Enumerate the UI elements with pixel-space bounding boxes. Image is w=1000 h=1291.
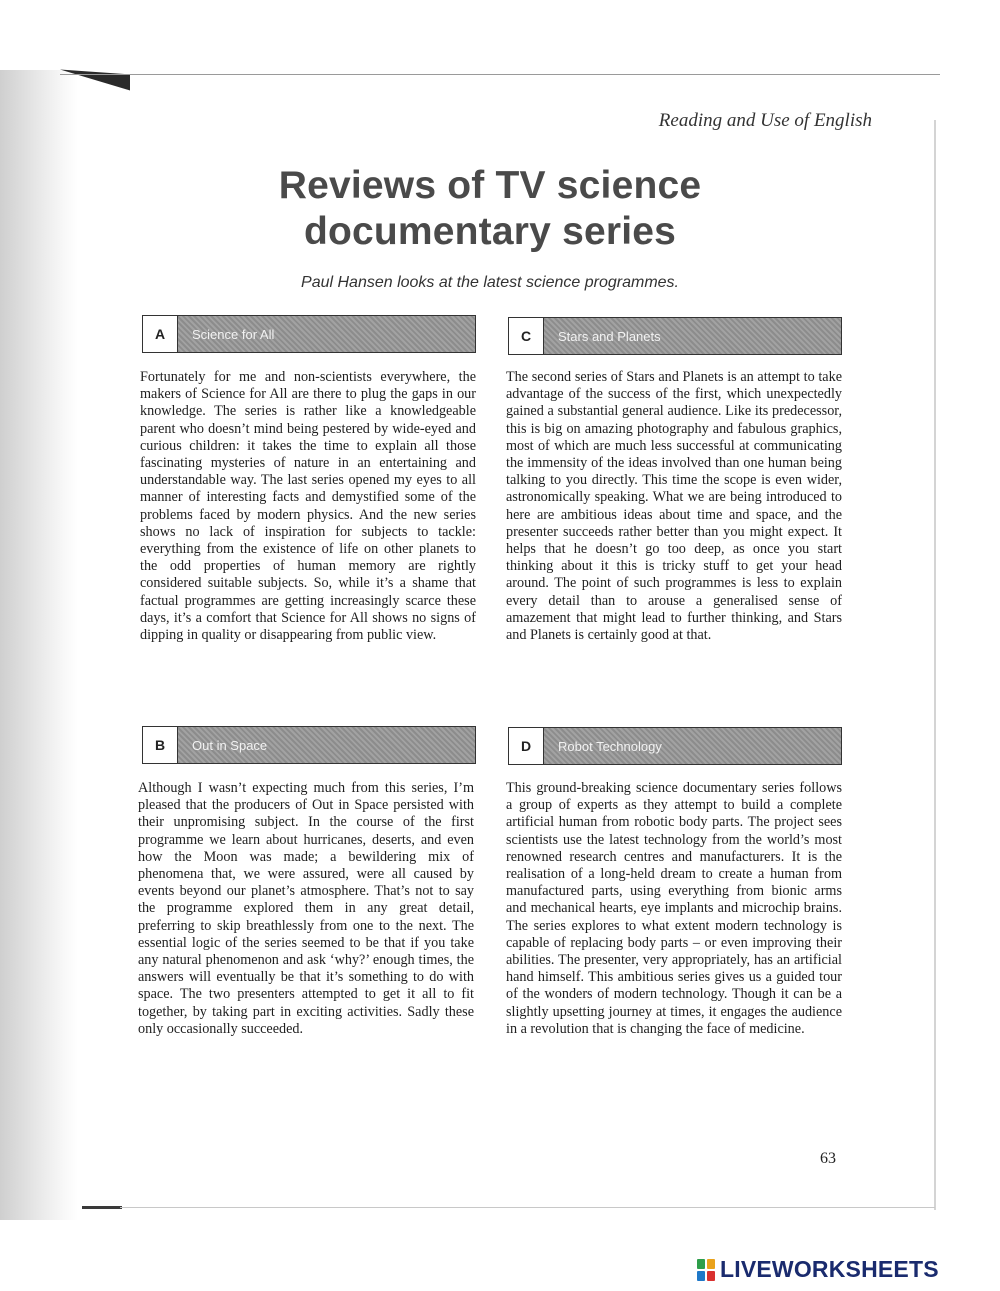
review-a-text: Fortunately for me and non-scientists everywhere, the makers of Science for All are there to plug the gaps in our knowledge. The series is rather like a knowledgeable parent who doesn’t mind being pestered by wide-eyed and curious children: it takes the time to explain all those fascinating mysteries of nature in an entertaining and understandable way. The last series opened my eyes to all manner of interesting facts and demystified some of the problems faced by modern physics. And the new series shows no lack of inspiration for subjects to tackle: everything from the existence of life on other planets to the odd properties of human memory are rightly considered suitable subjects. So, while it’s a shame that factual programmes are getting increasingly scarce these days, it’s a comfort that Science for All shows no signs of dipping in quality or disappearing from public view. (140, 369, 476, 644)
review-d-letter: D (509, 728, 544, 764)
review-a-title: Science for All (178, 316, 475, 352)
title-line-2: documentary series (303, 210, 677, 253)
review-d-header (508, 727, 842, 765)
review-b-header (142, 726, 476, 764)
review-b-title: Out in Space (178, 727, 475, 763)
page-title (140, 163, 840, 255)
review-d-text: This ground-breaking science documentary series follows a group of experts as they attempt to build a complete artificial human from robotic body parts. The project sees scientists use the latest technology from the world’s most renowned research centres and manufacturers. It is the realisation of a long-held dream to create a human from manufactured parts, using everything from bionic arms and mechanical hearts, eye implants and microchip brains. The series explores to what extent modern technology is capable of replacing body parts – or even improving their abilities. The presenter, very appropriately, has an artificial hand himself. This ambitious series gives us a guided tour of the wonders of modern technology. Though it can be a slightly upsetting journey at times, it engages the audience in a revolution that is changing the face of medicine. (506, 780, 842, 1037)
review-a-letter: A (143, 316, 178, 352)
review-b-letter: B (143, 727, 178, 763)
review-a-header (142, 315, 476, 353)
liveworksheets-logo-icon (697, 1259, 715, 1281)
review-d-title: Robot Technology (544, 728, 841, 764)
scan-page-shadow (0, 70, 78, 1220)
review-b-text: Although I wasn’t expecting much from this series, I’m pleased that the producers of Out in Space persisted with their unpromising subject. In the course of the first programme we learn about hurricanes, deserts, and even how the Moon was made; a bewildering mix of phenomena that, we were assured, were all caused by events beyond our planet’s atmosphere. That’s not to say the programme explored them in any great detail, preferring to skip breathlessly from one to the next. The essential logic of the series seemed to be that if you take any natural phenomenon and ask ‘why?’ enough times, the answers will eventually be that it’s something to do with space. The two presenters attempted to get it all to fit together, by taking part in exciting activities. Sadly these only occasionally succeeded. (138, 780, 474, 1037)
top-edge-line (60, 74, 940, 75)
review-c-header (508, 317, 842, 355)
watermark-text: LIVEWORKSHEETS (720, 1256, 939, 1282)
scan-bottom-corner (82, 1206, 122, 1209)
review-c-text: The second series of Stars and Planets is an attempt to take advantage of the success of the first, which unexpectedly gained a substantial general audience. Like its predecessor, this is big on amazing photography and fabulous graphics, most of which are much less successful at communicating the immensity of the ideas involved than one human being talking to you directly. This time the scope is even wider, astronomically speaking. What we are being introduced to here are ambitious ideas about time and space, and the presenter succeeds rather better than you might expect. It helps that he doesn’t go too deep, as once you start thinking about it this is tricky stuff to get your head around. The point of such programmes is less to explain every detail than to arouse a generalised sense of amazement that might lead to further thinking, and Stars and Planets is certainly good at that. (506, 369, 842, 644)
logo-square-orange (707, 1259, 715, 1269)
section-label: Reading and Use of English (658, 110, 872, 131)
bottom-edge-line (120, 1207, 935, 1208)
watermark (697, 1256, 939, 1283)
logo-square-red (707, 1271, 715, 1281)
logo-square-blue (697, 1271, 705, 1281)
page-subtitle: Paul Hansen looks at the latest science programmes. (301, 274, 679, 291)
right-edge-line (934, 120, 936, 1210)
logo-square-green (697, 1259, 705, 1269)
review-c-title: Stars and Planets (544, 318, 841, 354)
review-c-letter: C (509, 318, 544, 354)
page-number: 63 (820, 1150, 836, 1167)
title-line-1: Reviews of TV science (278, 164, 702, 207)
